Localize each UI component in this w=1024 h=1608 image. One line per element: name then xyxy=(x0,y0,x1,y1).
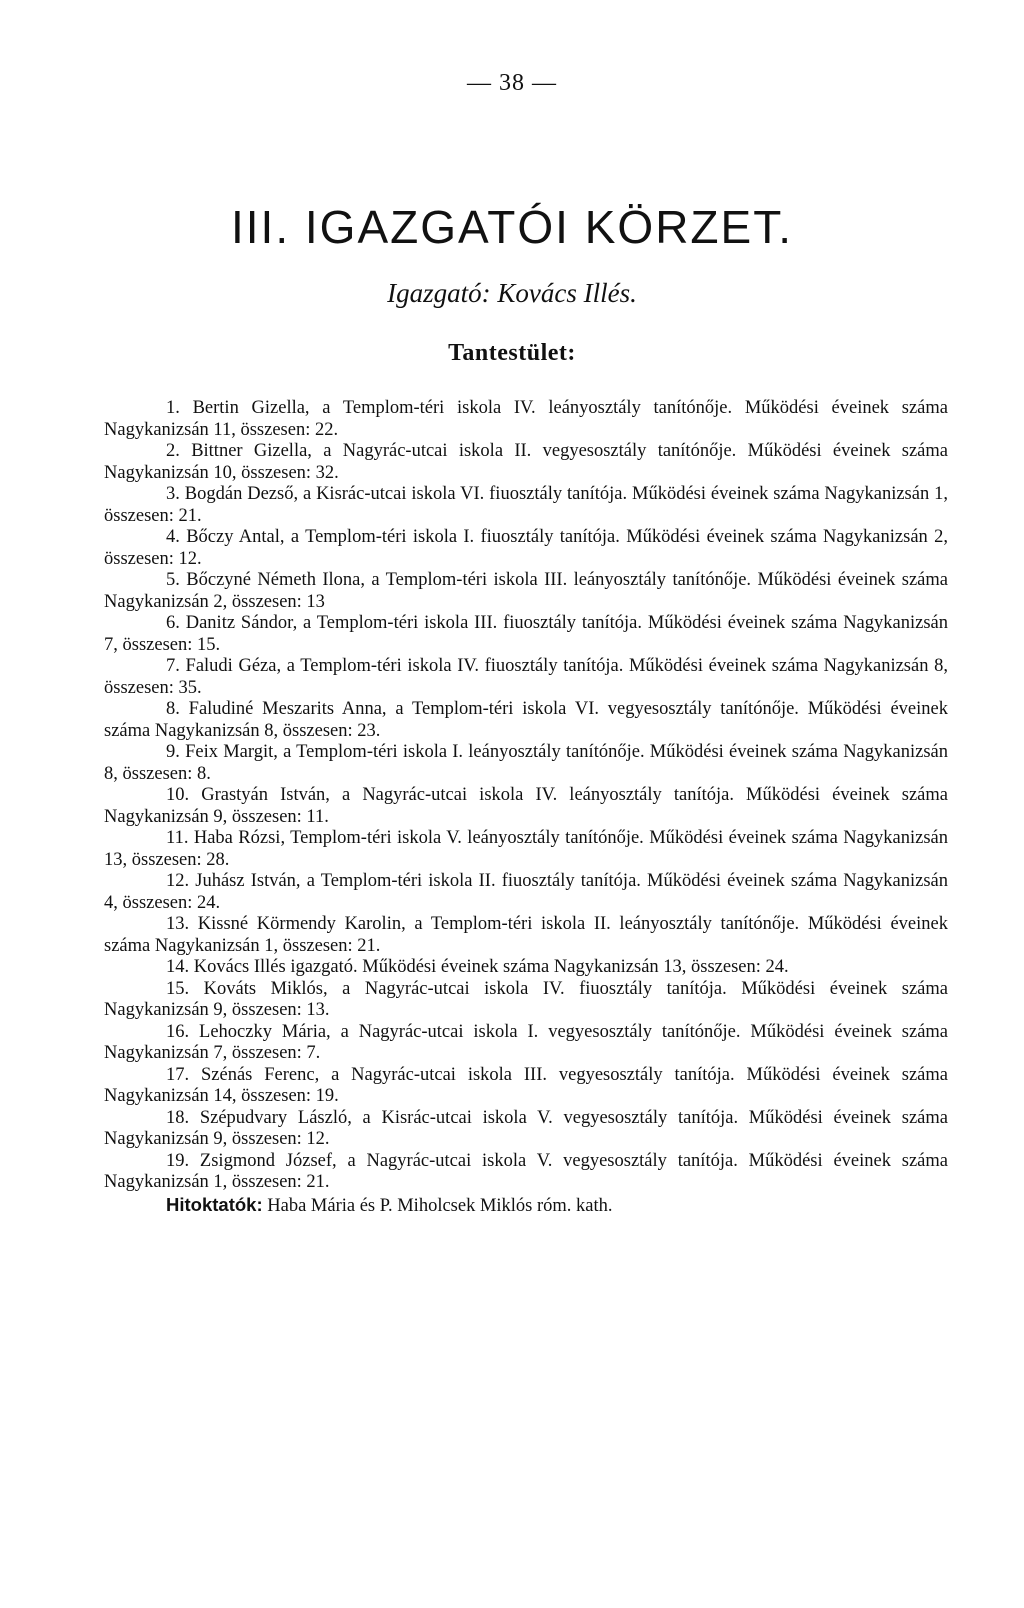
staff-title: Tantestület: xyxy=(448,340,576,366)
staff-entry: 4. Bőczy Antal, a Templom-téri iskola I. fiuosztály tanítója. Működési éveinek száma Nagykanizsán 2, összesen: 12. xyxy=(104,527,948,569)
religion-teachers-line xyxy=(104,1194,948,1218)
religion-teachers-text: Haba Mária és P. Miholcsek Miklós róm. kath. xyxy=(267,1195,613,1216)
staff-entry: 15. Kováts Miklós, a Nagyrác-utcai iskola IV. fiuosztály tanítója. Működési éveinek száma Nagykanizsán 9, összesen: 13. xyxy=(104,978,948,1020)
staff-entry: 2. Bittner Gizella, a Nagyrác-utcai iskola II. vegyesosztály tanítónője. Működési éveinek száma Nagykanizsán 10, összesen: 32. xyxy=(104,441,948,483)
staff-entry: 8. Faludiné Meszarits Anna, a Templom-téri iskola VI. vegyesosztály tanítónője. Működési éveinek száma Nagykanizsán 8, összesen: 23. xyxy=(104,699,948,741)
staff-entry: 7. Faludi Géza, a Templom-téri iskola IV. fiuosztály tanítója. Működési éveinek száma Nagykanizsán 8, összesen: 35. xyxy=(104,656,948,698)
staff-entry: 17. Szénás Ferenc, a Nagyrác-utcai iskola III. vegyesosztály tanítója. Működési éveinek száma Nagykanizsán 14, összesen: 19. xyxy=(104,1064,948,1106)
director-line: Igazgató: Kovács Illés. xyxy=(387,278,637,308)
staff-entry: 6. Danitz Sándor, a Templom-téri iskola III. fiuosztály tanítója. Működési éveinek száma Nagykanizsán 7, összesen: 15. xyxy=(104,613,948,655)
staff-list xyxy=(104,398,948,1217)
staff-entry: 9. Feix Margit, a Templom-téri iskola I. leányosztály tanítónője. Működési éveinek száma Nagykanizsán 8, összesen: 8. xyxy=(104,742,948,784)
staff-entry: 13. Kissné Körmendy Karolin, a Templom-téri iskola II. leányosztály tanítónője. Működési éveinek száma Nagykanizsán 1, összesen: 21. xyxy=(104,914,948,956)
staff-entry: 3. Bogdán Dezső, a Kisrác-utcai iskola VI. fiuosztály tanítója. Működési éveinek száma Nagykanizsán 1, összesen: 21. xyxy=(104,484,948,526)
staff-entry: 18. Szépudvary László, a Kisrác-utcai iskola V. vegyesosztály tanítója. Működési éveinek száma Nagykanizsán 9, összesen: 12. xyxy=(104,1107,948,1149)
staff-entry: 12. Juhász István, a Templom-téri iskola II. fiuosztály tanítója. Működési éveinek száma Nagykanizsán 4, összesen: 24. xyxy=(104,871,948,913)
staff-entry: 1. Bertin Gizella, a Templom-téri iskola IV. leányosztály tanítónője. Működési éveinek száma Nagykanizsán 11, összesen: 22. xyxy=(104,398,948,440)
staff-entry: 11. Haba Rózsi, Templom-téri iskola V. leányosztály tanítónője. Működési éveinek száma Nagykanizsán 13, összesen: 28. xyxy=(104,828,948,870)
staff-entry: 5. Bőczyné Németh Ilona, a Templom-téri iskola III. leányosztály tanítónője. Működési éveinek száma Nagykanizsán 2, összesen: 13 xyxy=(104,570,948,612)
staff-entry: 19. Zsigmond József, a Nagyrác-utcai iskola V. vegyesosztály tanítója. Működési éveinek száma Nagykanizsán 1, összesen: 21. xyxy=(104,1150,948,1192)
section-heading: III. IGAZGATÓI KÖRZET. xyxy=(231,201,793,253)
religion-teachers-label: Hitoktatók: xyxy=(166,1193,263,1215)
staff-entry: 16. Lehoczky Mária, a Nagyrác-utcai iskola I. vegyesosztály tanítónője. Működési éveinek száma Nagykanizsán 7, összesen: 7. xyxy=(104,1021,948,1063)
staff-entry: 10. Grastyán István, a Nagyrác-utcai iskola IV. leányosztály tanítója. Működési éveinek száma Nagykanizsán 9, összesen: 11. xyxy=(104,785,948,827)
page-number: — 38 — xyxy=(467,70,557,96)
staff-entry: 14. Kovács Illés igazgató. Működési éveinek száma Nagykanizsán 13, összesen: 24. xyxy=(166,957,789,977)
